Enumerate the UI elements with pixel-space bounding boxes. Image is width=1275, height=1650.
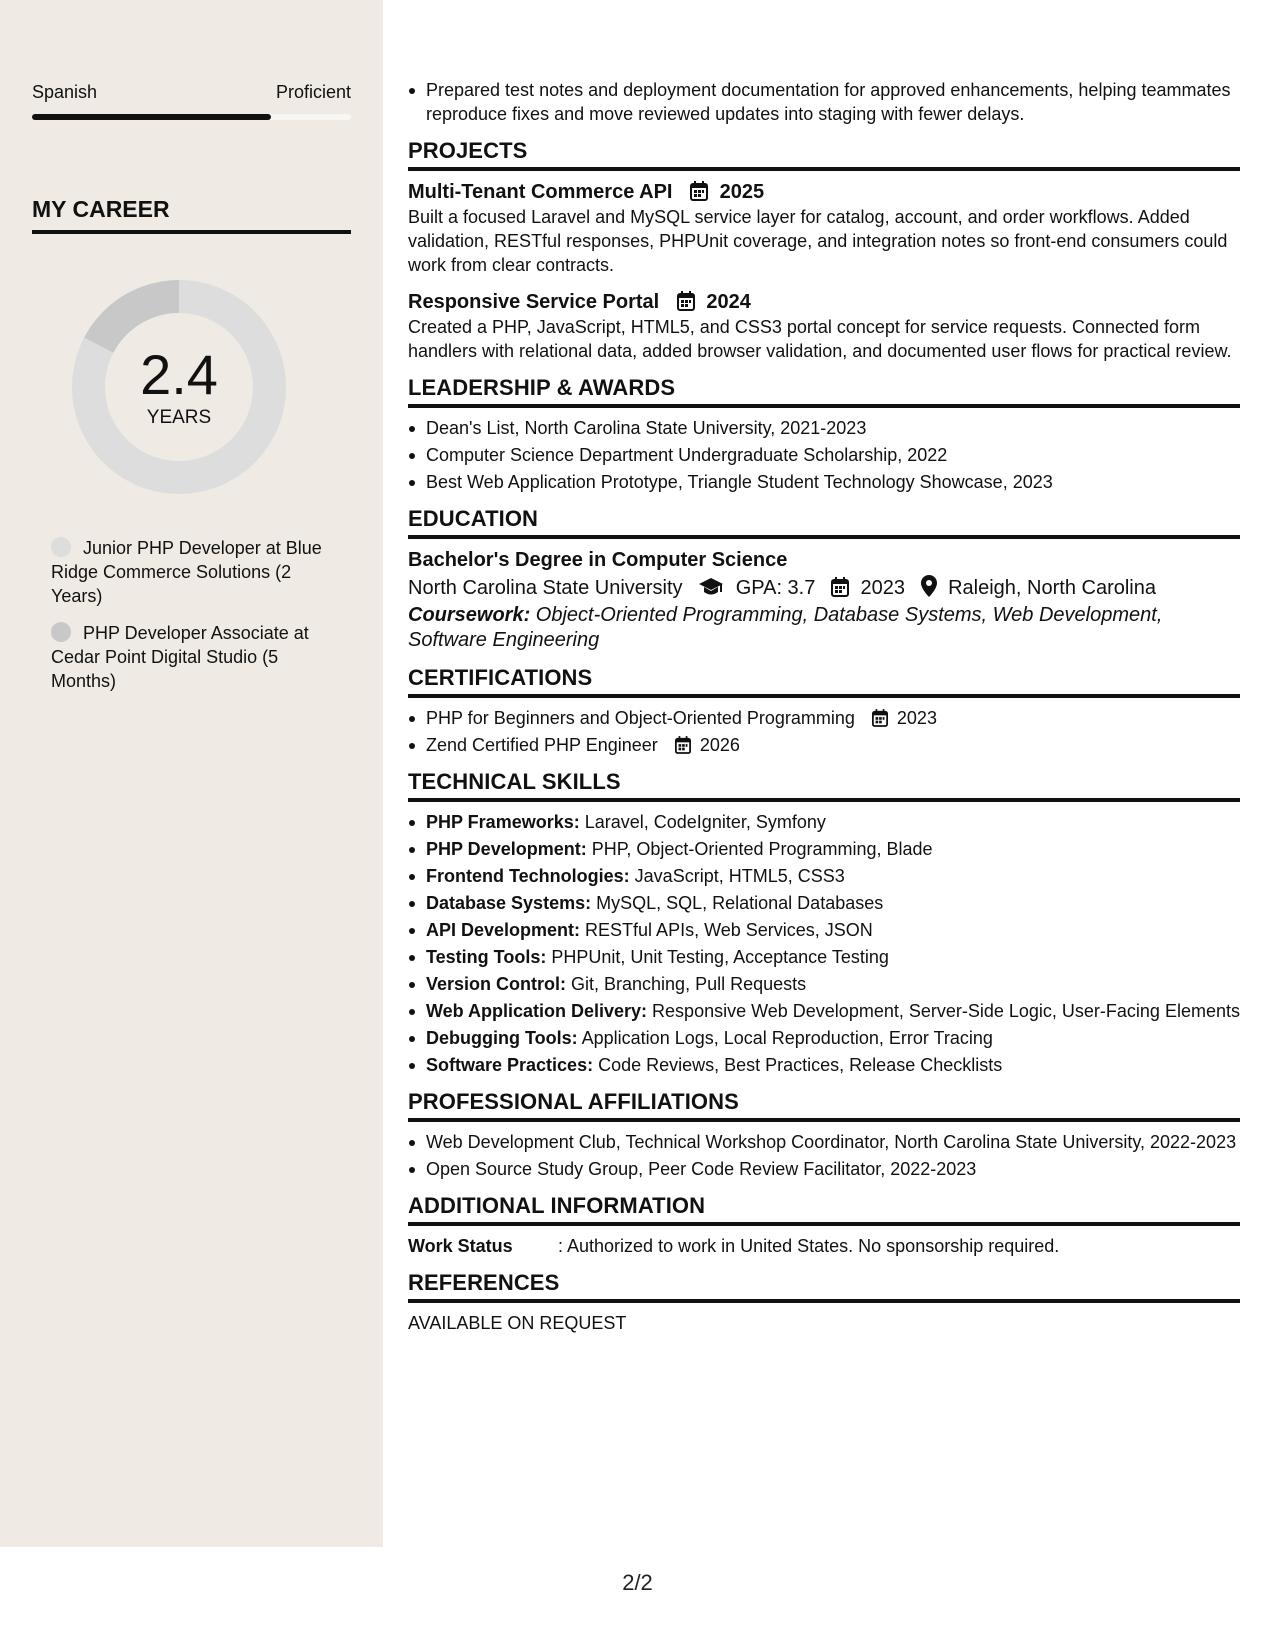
leadership-list <box>408 416 1240 494</box>
project-name: Multi-Tenant Commerce API <box>408 181 673 203</box>
language-row <box>32 82 351 103</box>
skill-item <box>426 999 1240 1023</box>
projects-section <box>408 138 1240 363</box>
career-item-text: PHP Developer Associate at Cedar Point Digital Studio (5 Months) <box>51 623 309 691</box>
education-location: Raleigh, North Carolina <box>948 577 1156 599</box>
career-dot-icon <box>51 537 71 557</box>
career-list <box>51 536 331 706</box>
work-status-value: : Authorized to work in United States. No sponsorship required. <box>558 1236 1060 1256</box>
project-description: Built a focused Laravel and MySQL service layer for catalog, account, and order workflows. Added validation, RESTful responses, PHPUnit coverage, and integration notes so front-end consumers could work from clear contracts. <box>408 207 1228 275</box>
skill-label: Debugging Tools: <box>426 1028 578 1048</box>
skill-label: Software Practices: <box>426 1055 594 1075</box>
section-title-additional: ADDITIONAL INFORMATION <box>408 1193 1240 1226</box>
language-proficiency-fill <box>32 114 271 120</box>
coursework-list: Object-Oriented Programming, Database Systems, Web Development, Software Engineering <box>408 604 1163 651</box>
project-description: Created a PHP, JavaScript, HTML5, and CSS3 portal concept for service requests. Connected form handlers with relational data, added browser validation, and documented user flows for practical review. <box>408 317 1232 361</box>
skill-item <box>426 891 1240 915</box>
section-title-education: EDUCATION <box>408 506 1240 539</box>
calendar-icon <box>677 291 695 311</box>
certifications-list <box>408 706 1240 757</box>
skill-item <box>426 1053 1240 1077</box>
skill-item <box>426 864 1240 888</box>
project-title <box>408 289 1240 315</box>
skill-item <box>426 810 1240 834</box>
language-name: Spanish <box>32 82 98 102</box>
list-item: Dean's List, North Carolina State University, 2021-2023 <box>426 416 1240 440</box>
education-school: North Carolina State University <box>408 577 683 599</box>
skill-label: PHP Frameworks: <box>426 812 580 832</box>
coursework-label: Coursework: <box>408 604 531 626</box>
skill-value: PHPUnit, Unit Testing, Acceptance Testing <box>546 947 889 967</box>
graduation-cap-icon <box>698 577 724 597</box>
list-item: Best Web Application Prototype, Triangle Student Technology Showcase, 2023 <box>426 470 1240 494</box>
career-total-unit: YEARS <box>146 407 212 428</box>
list-item <box>426 706 1240 730</box>
calendar-icon <box>872 709 888 727</box>
skill-item <box>426 918 1240 942</box>
career-dot-icon <box>51 622 71 642</box>
skill-label: Frontend Technologies: <box>426 866 630 886</box>
career-item <box>51 621 331 693</box>
list-item: Web Development Club, Technical Workshop Coordinator, North Carolina State University, 2022-2023 <box>426 1130 1240 1154</box>
certification-name: PHP for Beginners and Object-Oriented Programming <box>426 708 855 728</box>
career-donut-segment-2 <box>84 280 179 353</box>
skill-label: Version Control: <box>426 974 567 994</box>
skill-item <box>426 1026 1240 1050</box>
project-year: 2025 <box>719 181 765 203</box>
project-name: Responsive Service Portal <box>408 291 660 313</box>
experience-bullets <box>408 78 1240 126</box>
list-item: Computer Science Department Undergraduate Scholarship, 2022 <box>426 443 1240 467</box>
list-item <box>426 733 1240 757</box>
sidebar <box>0 0 383 1547</box>
skills-list <box>408 810 1240 1077</box>
skill-value: RESTful APIs, Web Services, JSON <box>580 920 873 940</box>
page-number: 2/2 <box>622 1570 653 1595</box>
certification-year: 2023 <box>896 708 937 728</box>
career-total <box>66 345 292 429</box>
education-gpa: GPA: 3.7 <box>735 577 816 599</box>
location-pin-icon <box>921 575 937 597</box>
skill-value: MySQL, SQL, Relational Databases <box>591 893 884 913</box>
additional-section <box>408 1193 1240 1258</box>
skill-item <box>426 945 1240 969</box>
certification-name: Zend Certified PHP Engineer <box>426 735 658 755</box>
references-text: AVAILABLE ON REQUEST <box>408 1313 627 1333</box>
skill-label: Testing Tools: <box>426 947 547 967</box>
career-total-value: 2.4 <box>140 343 218 406</box>
skills-section <box>408 769 1240 1077</box>
skill-value: Git, Branching, Pull Requests <box>566 974 807 994</box>
section-title-affiliations: PROFESSIONAL AFFILIATIONS <box>408 1089 1240 1122</box>
work-status-row <box>408 1234 1240 1258</box>
language-level: Proficient <box>275 82 351 102</box>
skill-value: Code Reviews, Best Practices, Release Checklists <box>593 1055 1003 1075</box>
skill-value: Application Logs, Local Reproduction, Error Tracing <box>577 1028 993 1048</box>
calendar-icon <box>831 577 849 597</box>
skill-item <box>426 972 1240 996</box>
skill-value: Laravel, CodeIgniter, Symfony <box>579 812 826 832</box>
section-title-projects: PROJECTS <box>408 138 1240 171</box>
education-year: 2023 <box>860 577 905 599</box>
affiliations-section <box>408 1089 1240 1181</box>
leadership-section <box>408 375 1240 494</box>
section-title-certifications: CERTIFICATIONS <box>408 665 1240 698</box>
list-item: Open Source Study Group, Peer Code Review Facilitator, 2022-2023 <box>426 1157 1240 1181</box>
education-degree: Bachelor's Degree in Computer Science <box>408 549 788 571</box>
education-section <box>408 506 1240 653</box>
project-year: 2024 <box>706 291 751 313</box>
education-coursework <box>408 603 1240 653</box>
skill-value: JavaScript, HTML5, CSS3 <box>629 866 845 886</box>
education-details <box>408 573 1240 603</box>
affiliations-list <box>408 1130 1240 1181</box>
section-title-skills: TECHNICAL SKILLS <box>408 769 1240 802</box>
references-section <box>408 1270 1240 1335</box>
calendar-icon <box>690 181 708 201</box>
certifications-section <box>408 665 1240 757</box>
skill-label: API Development: <box>426 920 581 940</box>
career-item <box>51 536 331 608</box>
experience-bullet: Prepared test notes and deployment documentation for approved enhancements, helping teammates reproduce fixes and move reviewed updates into staging with fewer delays. <box>426 78 1240 126</box>
skill-label: PHP Development: <box>426 839 587 859</box>
certification-year: 2026 <box>699 735 740 755</box>
calendar-icon <box>675 736 691 754</box>
section-title-references: REFERENCES <box>408 1270 1240 1303</box>
skill-label: Database Systems: <box>426 893 592 913</box>
section-title-leadership: LEADERSHIP & AWARDS <box>408 375 1240 408</box>
skill-value: Responsive Web Development, Server-Side Logic, User-Facing Elements <box>647 1001 1240 1021</box>
skill-label: Web Application Delivery: <box>426 1001 648 1021</box>
project-title <box>408 179 1240 205</box>
main-content <box>408 78 1240 1335</box>
language-proficiency-bar <box>32 114 351 120</box>
work-status-label: Work Status <box>408 1236 513 1256</box>
career-heading: MY CAREER <box>32 196 351 234</box>
skill-value: PHP, Object-Oriented Programming, Blade <box>586 839 933 859</box>
career-item-text: Junior PHP Developer at Blue Ridge Commerce Solutions (2 Years) <box>51 538 322 606</box>
skill-item <box>426 837 1240 861</box>
